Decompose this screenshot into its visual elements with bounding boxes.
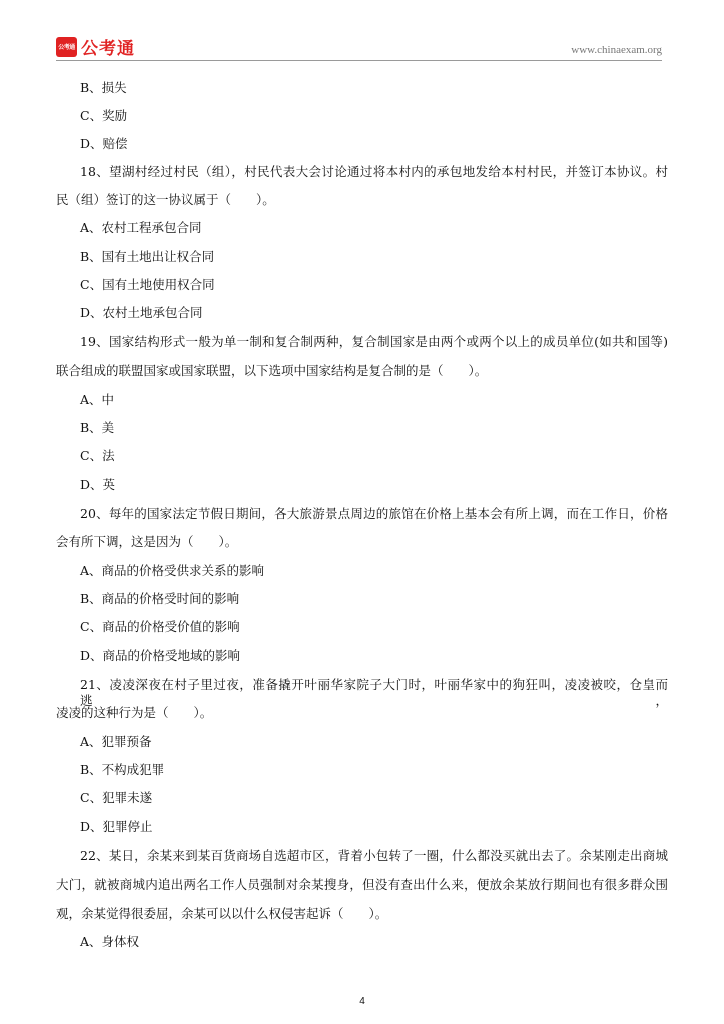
option-a: A、犯罪预备 xyxy=(80,734,152,749)
option-d: D、犯罪停止 xyxy=(80,819,153,834)
option-b: B、损失 xyxy=(80,80,127,95)
question-19-line-1: 19、国家结构形式一般为单一制和复合制两种，复合制国家是由两个或两个以上的成员单位(如共和国等) xyxy=(80,334,668,349)
question-22-line-3: 观，余某觉得很委屈，余某可以以什么权侵害起诉（ ）。 xyxy=(56,906,388,921)
question-20-line-1: 20、每年的国家法定节假日期间，各大旅游景点周边的旅馆在价格上基本会有所上调，而在工作日，价格 xyxy=(80,506,668,521)
option-a: A、身体权 xyxy=(80,934,140,949)
question-19-line-2: 联合组成的联盟国家或国家联盟，以下选项中国家结构是复合制的是（ ）。 xyxy=(56,363,488,378)
question-18-line-1: 18、望湖村经过村民（组），村民代表大会讨论通过将本村内的承包地发给本村村民，并签订本协议。村 xyxy=(80,164,668,179)
question-22-line-2: 大门，就被商城内追出两名工作人员强制对余某搜身，但没有查出什么来，便放余某放行期间也有很多群众围 xyxy=(56,877,668,892)
option-c: C、奖励 xyxy=(80,108,128,123)
logo-text: 公考通 xyxy=(81,39,135,59)
option-a: A、商品的价格受供求关系的影响 xyxy=(80,563,265,578)
option-b: B、不构成犯罪 xyxy=(80,762,165,777)
option-d: D、英 xyxy=(80,477,116,492)
header-divider xyxy=(56,60,662,61)
option-b: B、国有土地出让权合同 xyxy=(80,249,215,264)
option-d: D、赔偿 xyxy=(80,136,128,151)
option-d: D、商品的价格受地域的影响 xyxy=(80,648,241,663)
option-c: C、法 xyxy=(80,448,115,463)
page-header xyxy=(56,34,662,60)
option-a: A、农村工程承包合同 xyxy=(80,220,202,235)
option-d: D、农村土地承包合同 xyxy=(80,305,203,320)
logo-badge: 公考通 xyxy=(56,37,77,57)
logo xyxy=(56,34,135,59)
question-21-line-1: 21、凌凌深夜在村子里过夜，准备撬开叶丽华家院子大门时，叶丽华家中的狗狂叫，凌凌被咬，仓皇而逃， xyxy=(80,677,668,708)
option-b: B、美 xyxy=(80,420,115,435)
option-c: C、犯罪未遂 xyxy=(80,790,153,805)
question-18-line-2: 民（组）签订的这一协议属于（ ）。 xyxy=(56,192,275,207)
option-a: A、中 xyxy=(80,392,115,407)
page-number: 4 xyxy=(359,996,365,1007)
question-21-line-2: 凌凌的这种行为是（ ）。 xyxy=(56,705,213,720)
option-c: C、国有土地使用权合同 xyxy=(80,277,215,292)
question-20-line-2: 会有所下调，这是因为（ ）。 xyxy=(56,534,238,549)
question-22-line-1: 22、某日，余某来到某百货商场自选超市区，背着小包转了一圈，什么都没买就出去了。余某刚走出商城 xyxy=(80,848,668,863)
option-c: C、商品的价格受价值的影响 xyxy=(80,619,240,634)
option-b: B、商品的价格受时间的影响 xyxy=(80,591,240,606)
site-url[interactable]: www.chinaexam.org xyxy=(571,44,662,56)
